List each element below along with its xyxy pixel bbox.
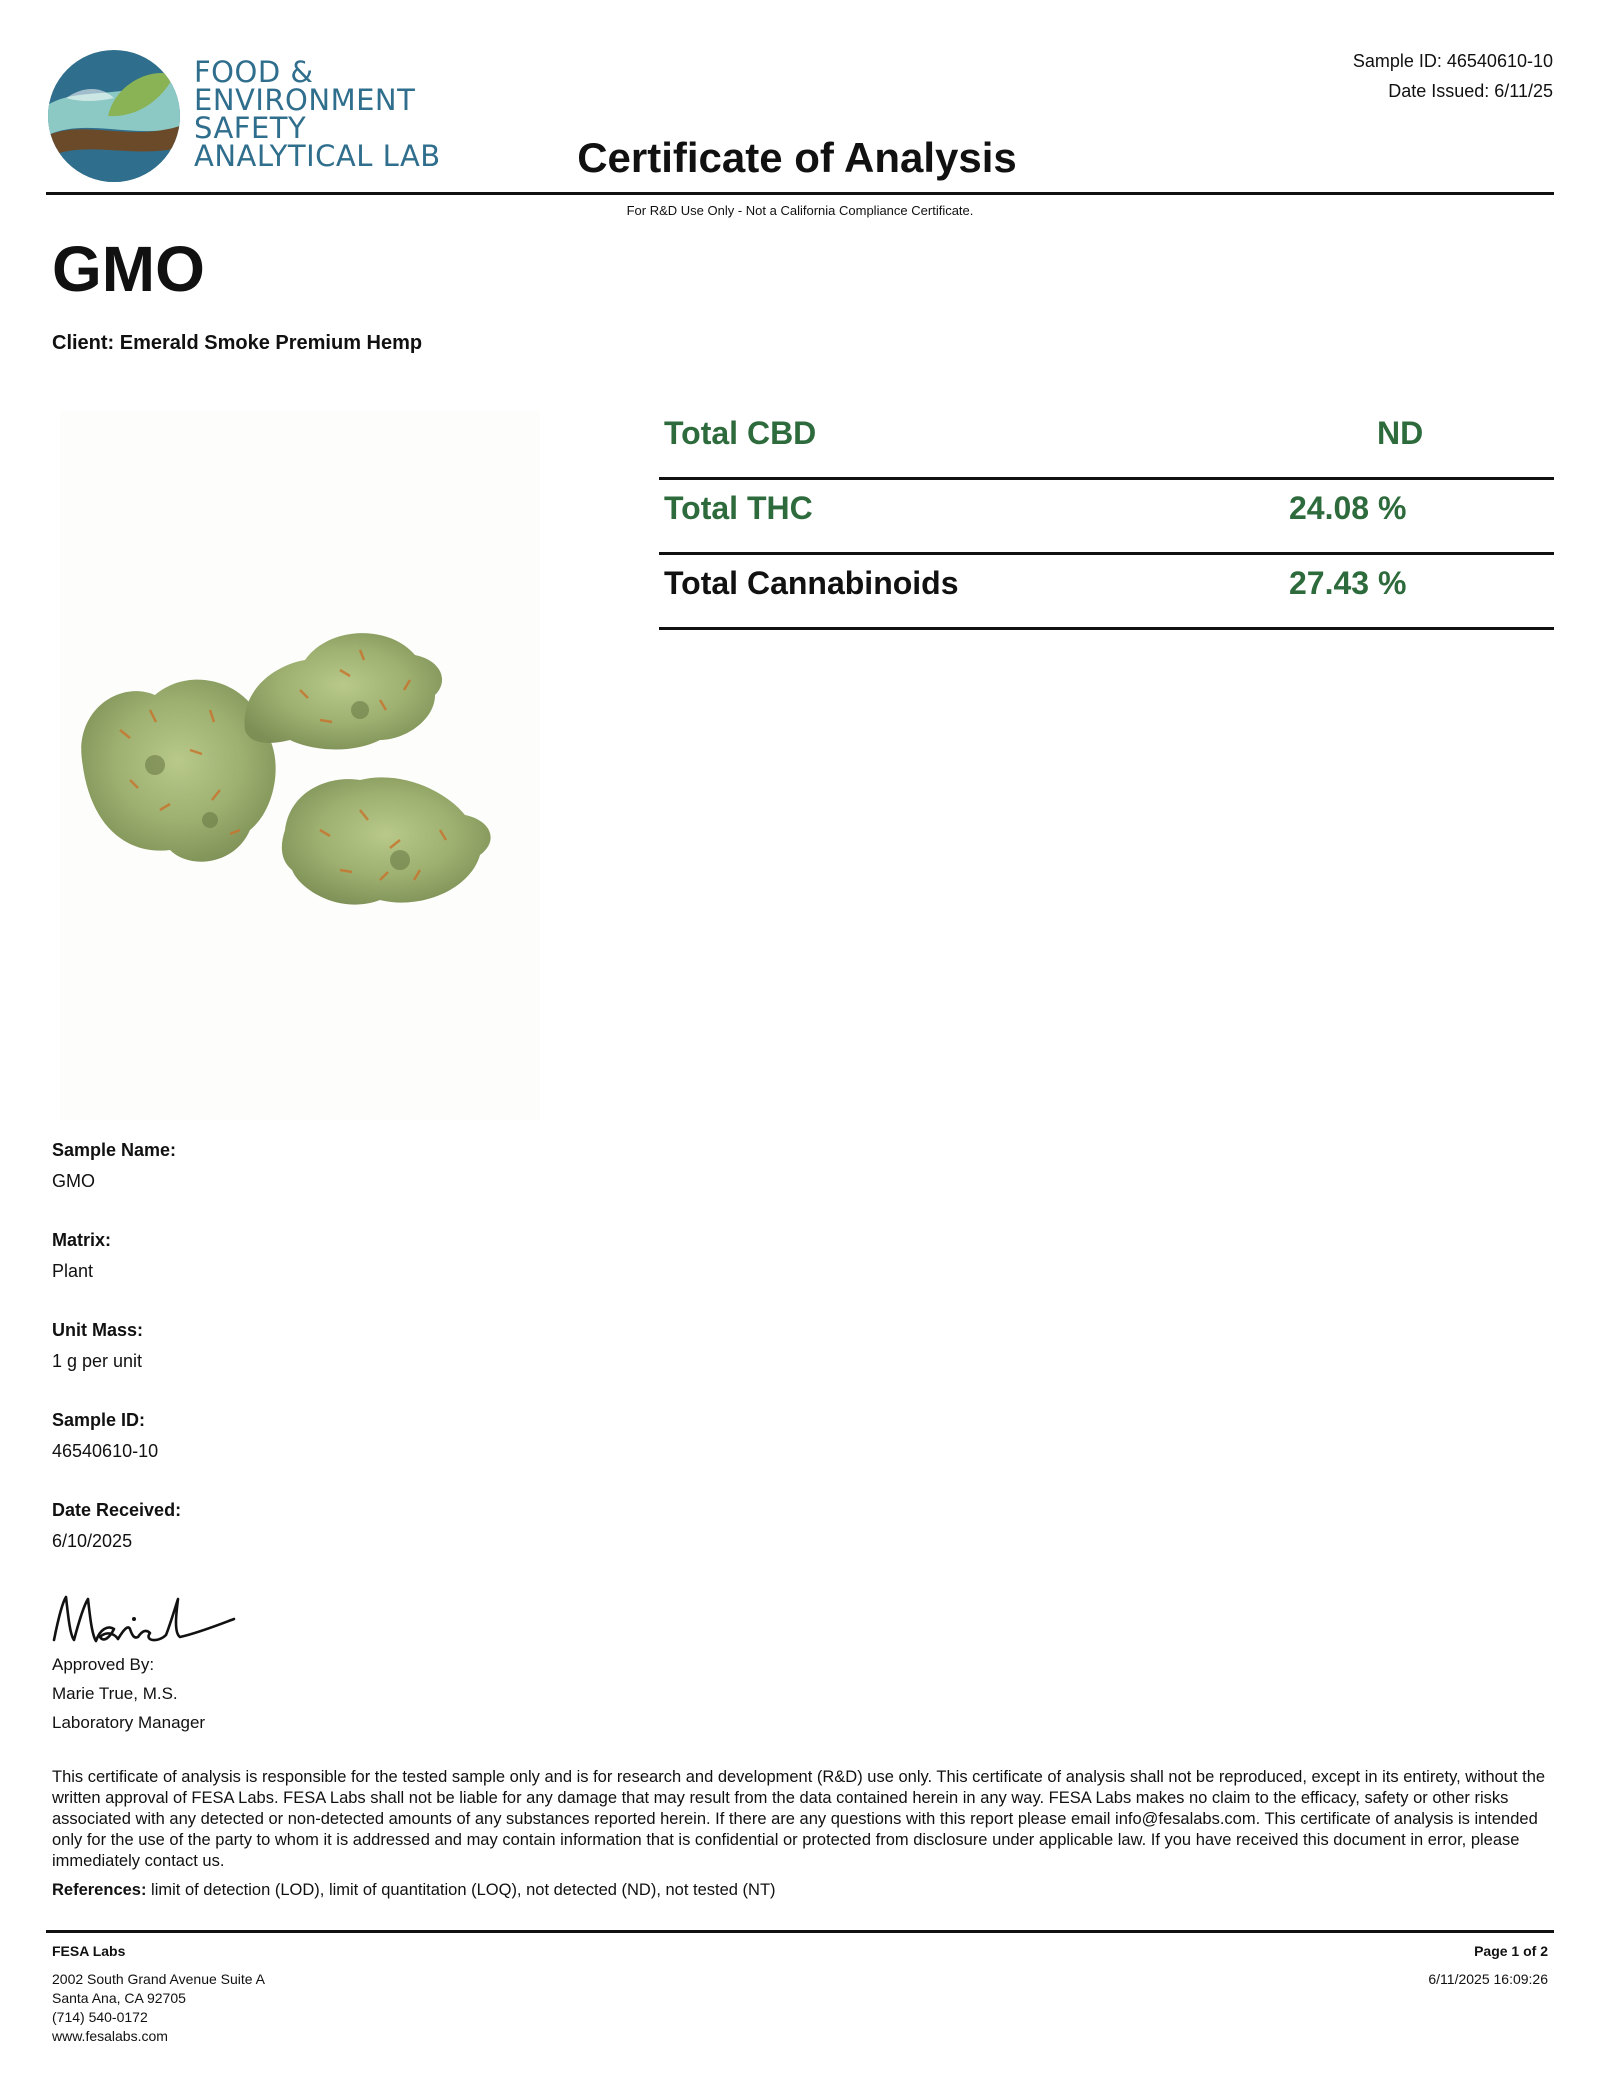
detail-label: Unit Mass: <box>52 1320 144 1340</box>
summary-label: Total THC <box>664 490 813 526</box>
footer-company: FESA Labs <box>52 1943 126 1959</box>
detail-sample-id <box>52 1410 158 1462</box>
product-photo <box>60 410 540 1120</box>
detail-value: 6/10/2025 <box>52 1531 133 1551</box>
references-label: References: <box>52 1881 147 1899</box>
document-title <box>0 134 1600 182</box>
approver-signature <box>48 1585 248 1655</box>
detail-sample-name <box>52 1140 176 1192</box>
references <box>52 1881 776 1900</box>
signature-icon <box>48 1585 248 1655</box>
logo-line: SAFETY <box>194 111 307 145</box>
print-timestamp: 6/11/2025 16:09:26 <box>1428 1971 1548 1987</box>
detail-matrix <box>52 1230 111 1282</box>
logo-line: FOOD & <box>194 55 314 89</box>
summary-label: Total CBD <box>664 415 817 451</box>
approver-role: Laboratory Manager <box>52 1713 206 1732</box>
detail-value: Plant <box>52 1261 94 1281</box>
references-text: limit of detection (LOD), limit of quantitation (LOQ), not detected (ND), not tested (NT) <box>146 1881 776 1899</box>
footer-divider <box>46 1930 1554 1933</box>
logo-line: ENVIRONMENT <box>194 83 416 117</box>
header-date-issued: Date Issued: 6/11/25 <box>1388 81 1553 101</box>
rd-disclaimer: For R&D Use Only - Not a California Compliance Certificate. <box>626 203 974 218</box>
cannabis-buds-image <box>60 410 540 1120</box>
product-name: GMO <box>52 233 205 305</box>
footer-phone: (714) 540-0172 <box>52 2009 148 2025</box>
footer-address-line2: Santa Ana, CA 92705 <box>52 1990 186 2006</box>
header-divider <box>46 192 1554 195</box>
detail-label: Sample Name: <box>52 1140 177 1160</box>
logo-line: ANALYTICAL LAB <box>194 139 441 173</box>
detail-label: Sample ID: <box>52 1410 146 1430</box>
detail-value: GMO <box>52 1171 95 1191</box>
approval-heading: Approved By: <box>52 1655 155 1674</box>
detail-label: Matrix: <box>52 1230 112 1250</box>
summary-label: Total Cannabinoids <box>664 565 959 601</box>
legal-notice: This certificate of analysis is responsible for the tested sample only and is for research and development (R&D) use only. This certificate of analysis shall not be reproduced, except in its entirety, without the written approval of FESA Labs. FESA Labs shall not be liable for any damage that may result from the data contained herein in any way. FESA Labs makes no claim to the efficacy, safety or other risks associated with any detected or non-detected amounts of any substances reported herein. If there are any questions with this report please email info@fesalabs.com. This certificate of analysis is intended only for the use of the party to whom it is addressed and may contain information that is confidential or protected from disclosure under applicable law. If you have received this document in error, please immediately contact us. <box>52 1768 1546 1870</box>
summary-row-total-thc <box>659 480 1554 555</box>
cannabinoid-summary <box>659 405 1554 630</box>
footer-website: www.fesalabs.com <box>52 2028 168 2044</box>
detail-date-received <box>52 1500 181 1552</box>
detail-unit-mass <box>52 1320 143 1372</box>
footer-lab-info <box>52 1942 265 2046</box>
detail-label: Date Received: <box>52 1500 182 1520</box>
summary-value: ND <box>1377 415 1424 451</box>
approver-name: Marie True, M.S. <box>52 1684 178 1703</box>
footer-page-info <box>1428 1942 1548 1989</box>
header-sample-id: Sample ID: 46540610-10 <box>1352 51 1553 71</box>
document-title-text: Certificate of Analysis <box>577 134 1017 181</box>
summary-row-total-cannabinoids <box>659 555 1554 630</box>
detail-value: 46540610-10 <box>52 1441 159 1461</box>
summary-value: 27.43 % <box>1289 565 1407 601</box>
client-name: Client: Emerald Smoke Premium Hemp <box>52 332 423 354</box>
header-meta <box>1353 46 1553 106</box>
page-number: Page 1 of 2 <box>1474 1943 1548 1959</box>
detail-value: 1 g per unit <box>52 1351 143 1371</box>
approval-block <box>52 1650 205 1737</box>
summary-value: 24.08 % <box>1289 490 1407 526</box>
summary-row-total-cbd <box>659 405 1554 480</box>
footer-address-line1: 2002 South Grand Avenue Suite A <box>52 1971 266 1987</box>
